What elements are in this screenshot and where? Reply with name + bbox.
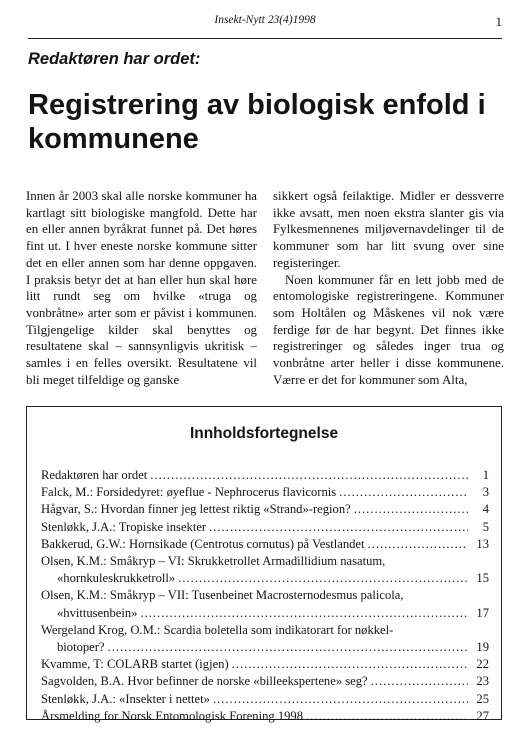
toc-entry-continuation (41, 605, 489, 622)
leader-dots (354, 501, 468, 518)
toc-entry-text: Årsmelding for Norsk Entomologisk Forening 1998 (41, 708, 304, 723)
toc-page-number: 27 (476, 708, 489, 723)
article-column-right (273, 188, 504, 388)
toc-entry-text: biotoper? (57, 640, 105, 655)
paragraph: sikkert også feilaktige. Midler er dessverre ikke avsatt, men noen ekstra slanter gis via Fylkesmennenes miljøvernavdelinger til de kommuner som har litt svung over sine registeringer. (273, 189, 504, 270)
page-number: 1 (495, 14, 502, 29)
toc-entry-text: Redaktøren har ordet (41, 468, 148, 482)
running-header (28, 10, 502, 30)
toc-entry-text: «hvittusenbein» (57, 605, 138, 620)
toc-entry (41, 587, 489, 604)
leader-dots (306, 708, 468, 725)
toc-entry (41, 519, 489, 536)
toc-entry-text: Bakkerud, G.W.: Hornsikade (Centrotus cornutus) på Vestlandet (41, 536, 365, 551)
leader-dots (178, 570, 468, 587)
toc-entry-text: Falck, M.: Forsidedyret: øyeflue - Nephrocerus flavicornis (41, 485, 337, 500)
table-of-contents (26, 406, 502, 723)
toc-page-number: 25 (476, 691, 489, 706)
toc-entry (41, 673, 489, 690)
toc-entry-text: Kvamme, T: COLARB startet (igjen) (41, 657, 229, 672)
toc-page-number: 19 (476, 640, 489, 655)
toc-page-number: 3 (482, 485, 489, 500)
section-label: Redaktøren har ordet: (28, 50, 201, 68)
toc-title: Innholdsfortegnelse (189, 425, 339, 442)
toc-entry (41, 691, 489, 708)
toc-entry-continuation (41, 570, 489, 587)
leader-dots (371, 673, 468, 690)
journal-issue: Insekt-Nytt 23(4)1998 (214, 14, 316, 26)
leader-dots (232, 656, 468, 673)
toc-page-number: 13 (476, 536, 489, 551)
toc-entry (41, 553, 489, 570)
toc-entry-continuation (41, 639, 489, 656)
toc-page-number: 1 (482, 468, 489, 482)
toc-entry (41, 501, 489, 518)
leader-dots (140, 605, 468, 622)
toc-entry (41, 484, 489, 501)
toc-entry (41, 622, 489, 639)
header-rule (28, 38, 502, 39)
article-column-left (26, 188, 257, 388)
toc-entry-text: Hågvar, S.: Hvordan finner jeg lettest riktig «Strand»-region? (41, 502, 351, 517)
toc-entry (41, 536, 489, 553)
toc-page-number: 15 (476, 571, 489, 586)
toc-entry-text: Olsen, K.M.: Småkryp – VII: Tusenbeinet Macrosternodesmus palicola, (41, 588, 404, 603)
toc-entry (41, 467, 489, 484)
article-title: Registrering av biologisk enfold i kommunene (28, 89, 486, 155)
toc-entry-text: Wergeland Krog, O.M.: Scardia boletella som indikatorart for nøkkel- (41, 622, 394, 637)
toc-entry-text: «hornkuleskrukketroll» (57, 571, 176, 586)
leader-dots (209, 519, 468, 536)
paragraph: Noen kommuner får en lett jobb med de entomologiske registreringene. Kommuner som Holtålen og Måskenes vil nok være ferdige før de har begynt. Det finnes ikke registreringer og således inger trua og vonbråtne arter heller i disse kommunene. Værre er det for kommuner som Alta, (273, 272, 504, 387)
toc-entry-text: Stenløkk, J.A.: Tropiske insekter (41, 519, 207, 534)
leader-dots (150, 467, 468, 484)
leader-dots (368, 536, 468, 553)
leader-dots (213, 691, 468, 708)
toc-page-number: 17 (476, 605, 489, 620)
paragraph: Innen år 2003 skal alle norske kommuner ha kartlagt sitt biologiske mangfold. Dette har en eller annen byråkrat funnet på. Det høres fint ut. I hver eneste norske kommune sitter det en eller annen som har denne oppgaven. I praksis betyr det at han eller hun skal høre litt rundt seg om hvilke «truga og vonbråtne» arter som er påvist i kommunen. Tilgjengelige kilder skal benyttes og resultatene skal – sannsynligvis ukritisk – samles i en felles oversikt. Resultatene vil bli meget tilfeldige og ganske (26, 189, 257, 387)
toc-entry-text: Stenløkk, J.A.: «Insekter i nettet» (41, 691, 210, 706)
toc-entry (41, 656, 489, 673)
toc-page-number: 22 (476, 657, 489, 672)
toc-entry-text: Olsen, K.M.: Småkryp – VI: Skrukketrollet Armadillidium nasatum, (41, 554, 386, 569)
toc-page-number: 5 (482, 519, 489, 534)
toc-entry (41, 708, 489, 725)
leader-dots (339, 484, 468, 501)
toc-page-number: 4 (482, 502, 489, 517)
leader-dots (108, 639, 468, 656)
toc-page-number: 23 (476, 674, 489, 689)
toc-list (41, 467, 489, 725)
toc-entry-text: Sagvolden, B.A. Hvor befinner de norske «billeekspertene» seg? (41, 674, 368, 689)
